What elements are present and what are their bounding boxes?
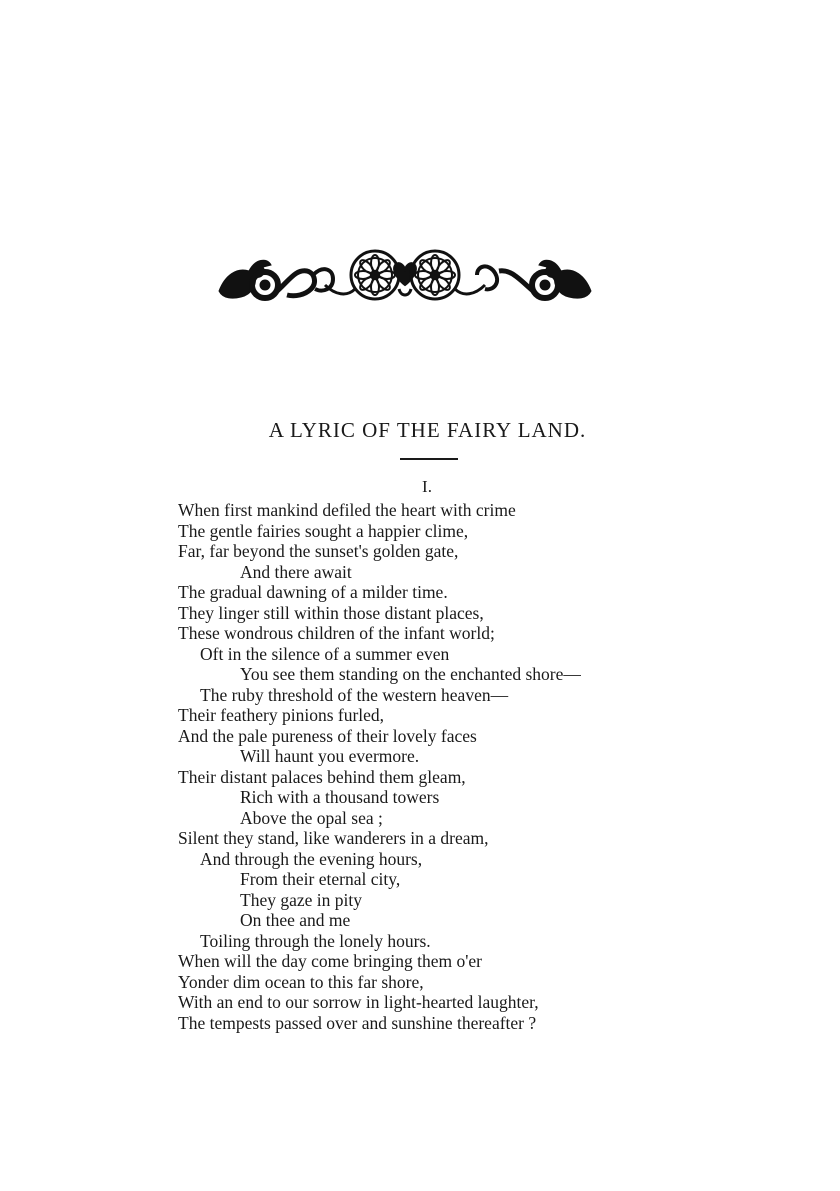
poem-line: And through the evening hours, [200,848,423,869]
poem-title: A LYRIC OF THE FAIRY LAND. [268,418,587,442]
poem-line: Oft in the silence of a summer even [200,643,450,664]
section-number: I. [422,477,432,496]
poem-line: Their distant palaces behind them gleam, [178,766,466,787]
poem-line: Far, far beyond the sunset's golden gate, [178,541,459,561]
poem-line: Yonder dim ocean to this far shore, [178,971,424,992]
poem-line: And the pale pureness of their lovely faces [178,725,477,746]
poem-line: Rich with a thousand towers [240,787,440,807]
poem-line: Silent they stand, like wanderers in a dream, [178,828,489,848]
poem-line: They gaze in pity [240,889,362,910]
poem-line: Will haunt you evermore. [240,746,420,766]
poem-line: The ruby threshold of the western heaven— [200,684,509,705]
poem-line: The tempests passed over and sunshine thereafter ? [178,1012,537,1033]
poem-line: Their feathery pinions furled, [178,705,385,725]
poem-line: With an end to our sorrow in light-hearted laughter, [178,992,539,1012]
decorative-headpiece-ornament [215,245,595,305]
poem-line: The gentle fairies sought a happier clime, [178,520,469,541]
poem-line: They linger still within those distant places, [178,602,484,623]
poem-line: From their eternal city, [240,869,401,889]
poem-line: These wondrous children of the infant world; [178,623,495,643]
poem-line: And there await [240,561,352,582]
poem-line: On thee and me [240,910,351,930]
poem-line: The gradual dawning of a milder time. [178,582,448,602]
poem-line: Toiling through the lonely hours. [200,930,431,951]
poem-line: When first mankind defiled the heart with crime [178,500,516,520]
title-divider-rule [400,458,458,460]
poem-line: Above the opal sea ; [240,807,383,828]
poem-body [178,500,738,1033]
poem-line: When will the day come bringing them o'er [178,951,482,971]
poem-line: You see them standing on the enchanted shore— [240,664,581,684]
